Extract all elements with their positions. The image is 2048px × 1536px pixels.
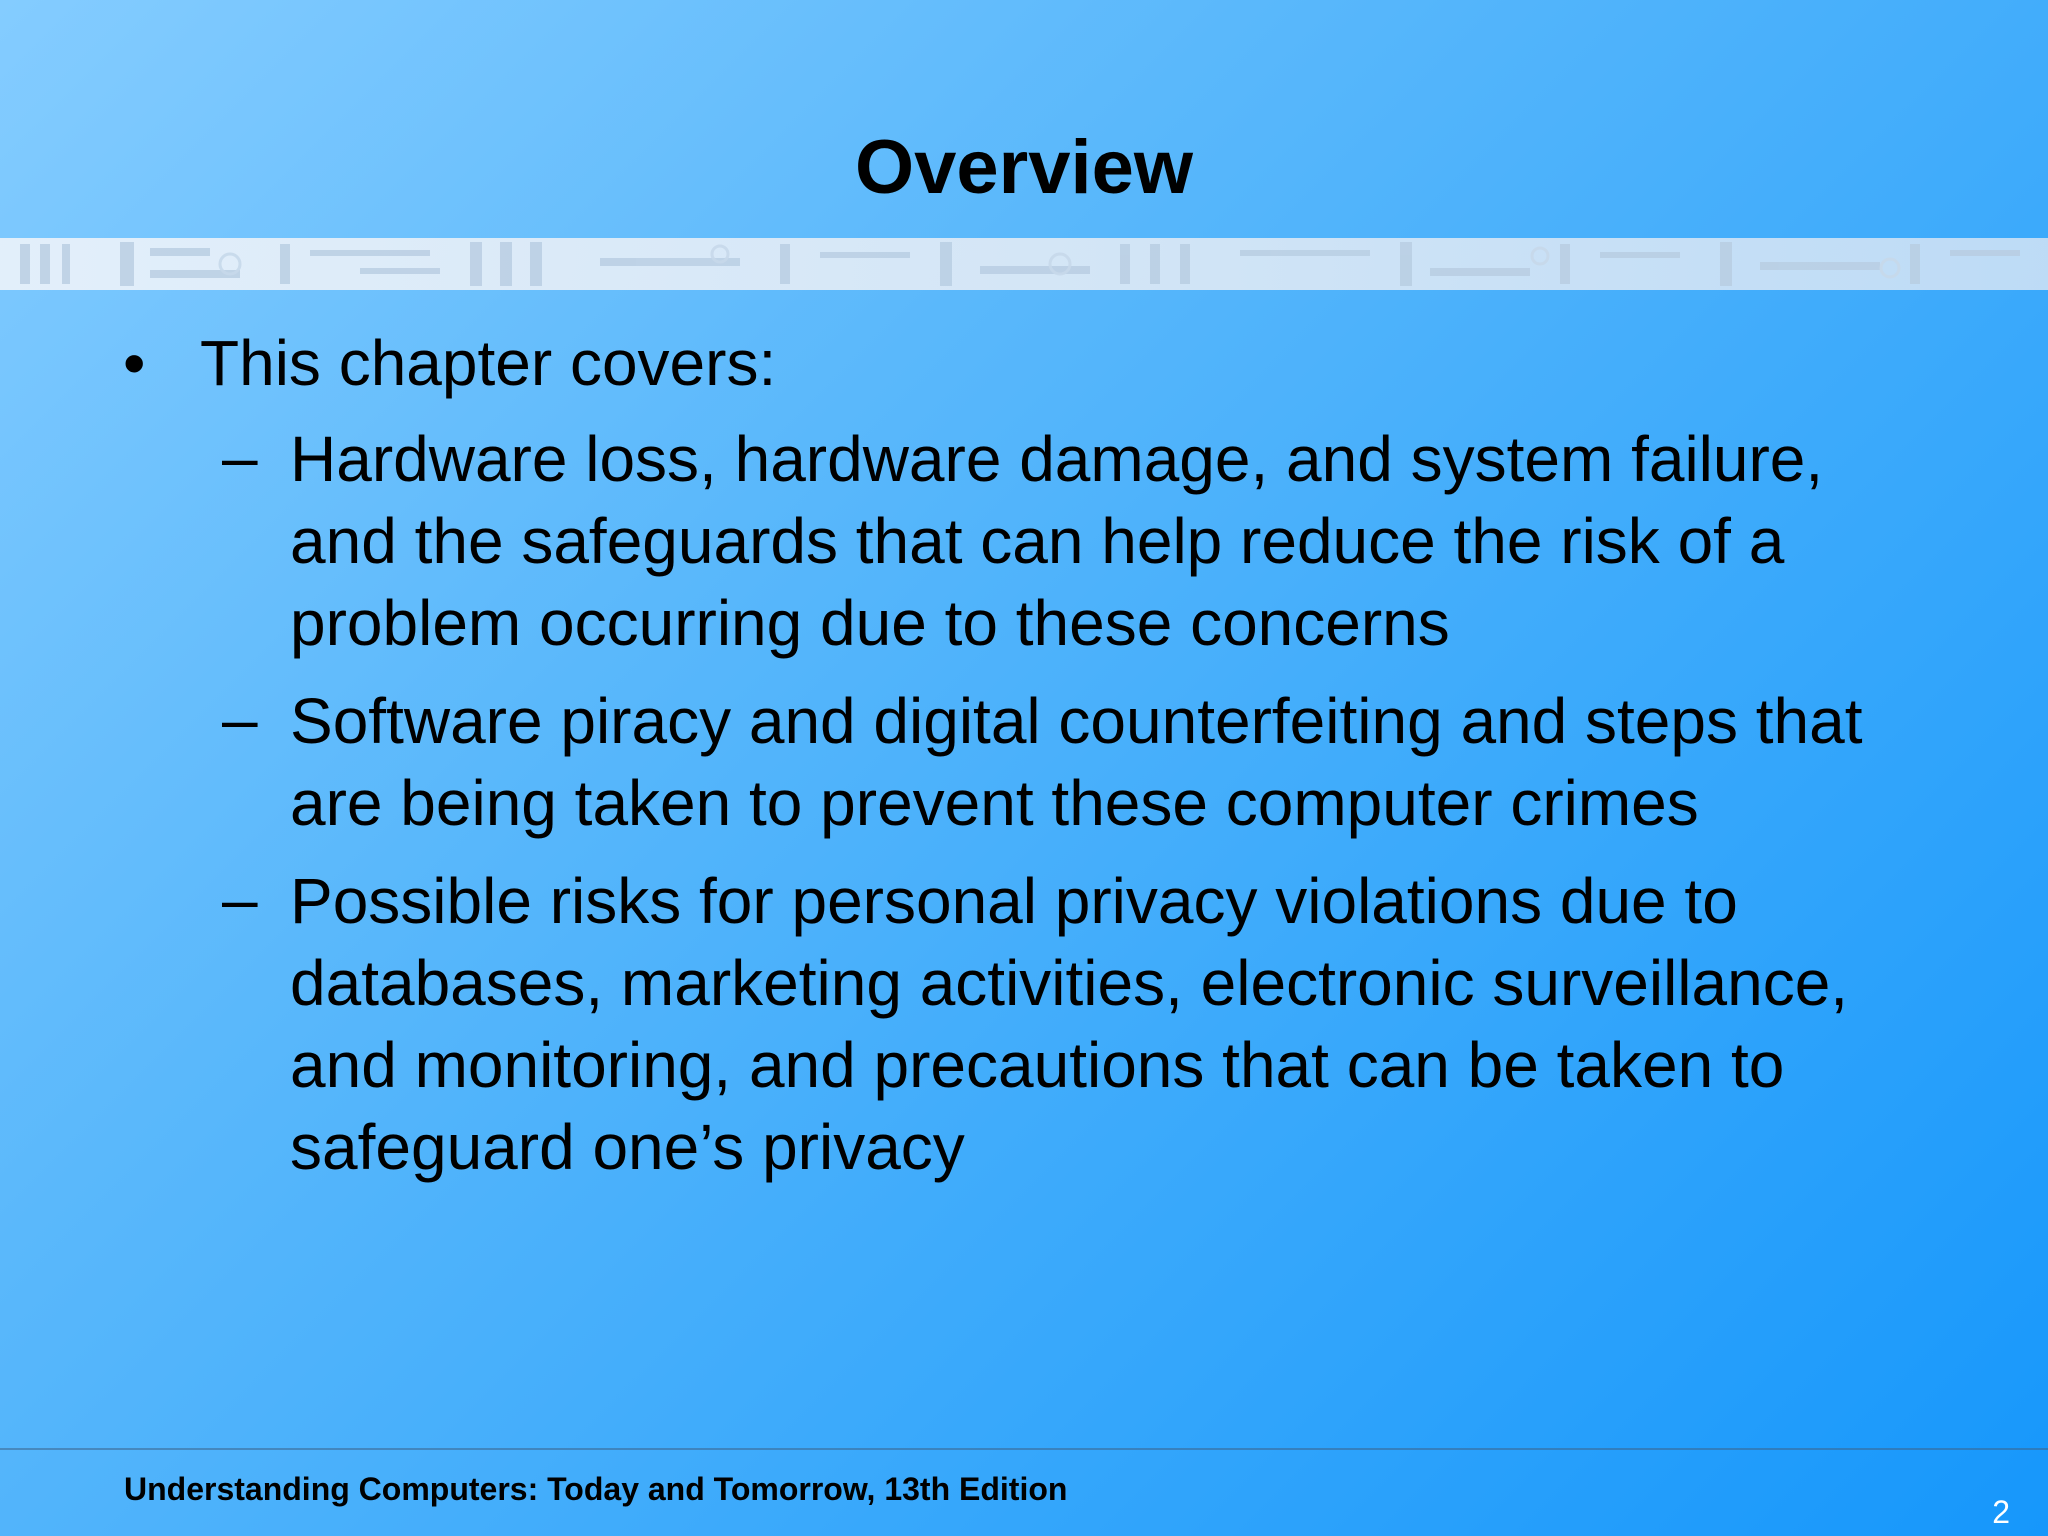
sub-bullet-text: Software piracy and digital counterfeiting and steps that are being taken to prevent these computer crimes <box>290 685 1863 839</box>
footer-book-title: Understanding Computers: Today and Tomorrow, 13th Edition <box>124 1471 1068 1507</box>
bullet-text: This chapter covers: <box>200 327 777 399</box>
footer-divider <box>0 1448 2048 1450</box>
sub-bullet-item <box>118 418 1888 664</box>
slide-body <box>118 322 1968 1204</box>
dash-marker: – <box>222 863 258 935</box>
bullet-item <box>118 322 1968 404</box>
circuit-board-graphic <box>0 238 2048 290</box>
slide-title: Overview <box>855 125 1193 210</box>
sub-bullet-text: Possible risks for personal privacy violations due to databases, marketing activities, electronic surveillance, and monitoring, and precautions that can be taken to safeguard one’s privacy <box>290 865 1849 1183</box>
page-number: 2 <box>1992 1494 2010 1530</box>
sub-bullet-item <box>118 680 1888 844</box>
circuit-board-banner <box>0 238 2048 290</box>
dash-marker: – <box>222 421 258 493</box>
sub-bullet-item <box>118 860 1888 1188</box>
dash-marker: – <box>222 683 258 755</box>
sub-bullet-text: Hardware loss, hardware damage, and system failure, and the safeguards that can help reduce the risk of a problem occurring due to these concerns <box>290 423 1824 659</box>
bullet-marker: • <box>123 327 146 399</box>
